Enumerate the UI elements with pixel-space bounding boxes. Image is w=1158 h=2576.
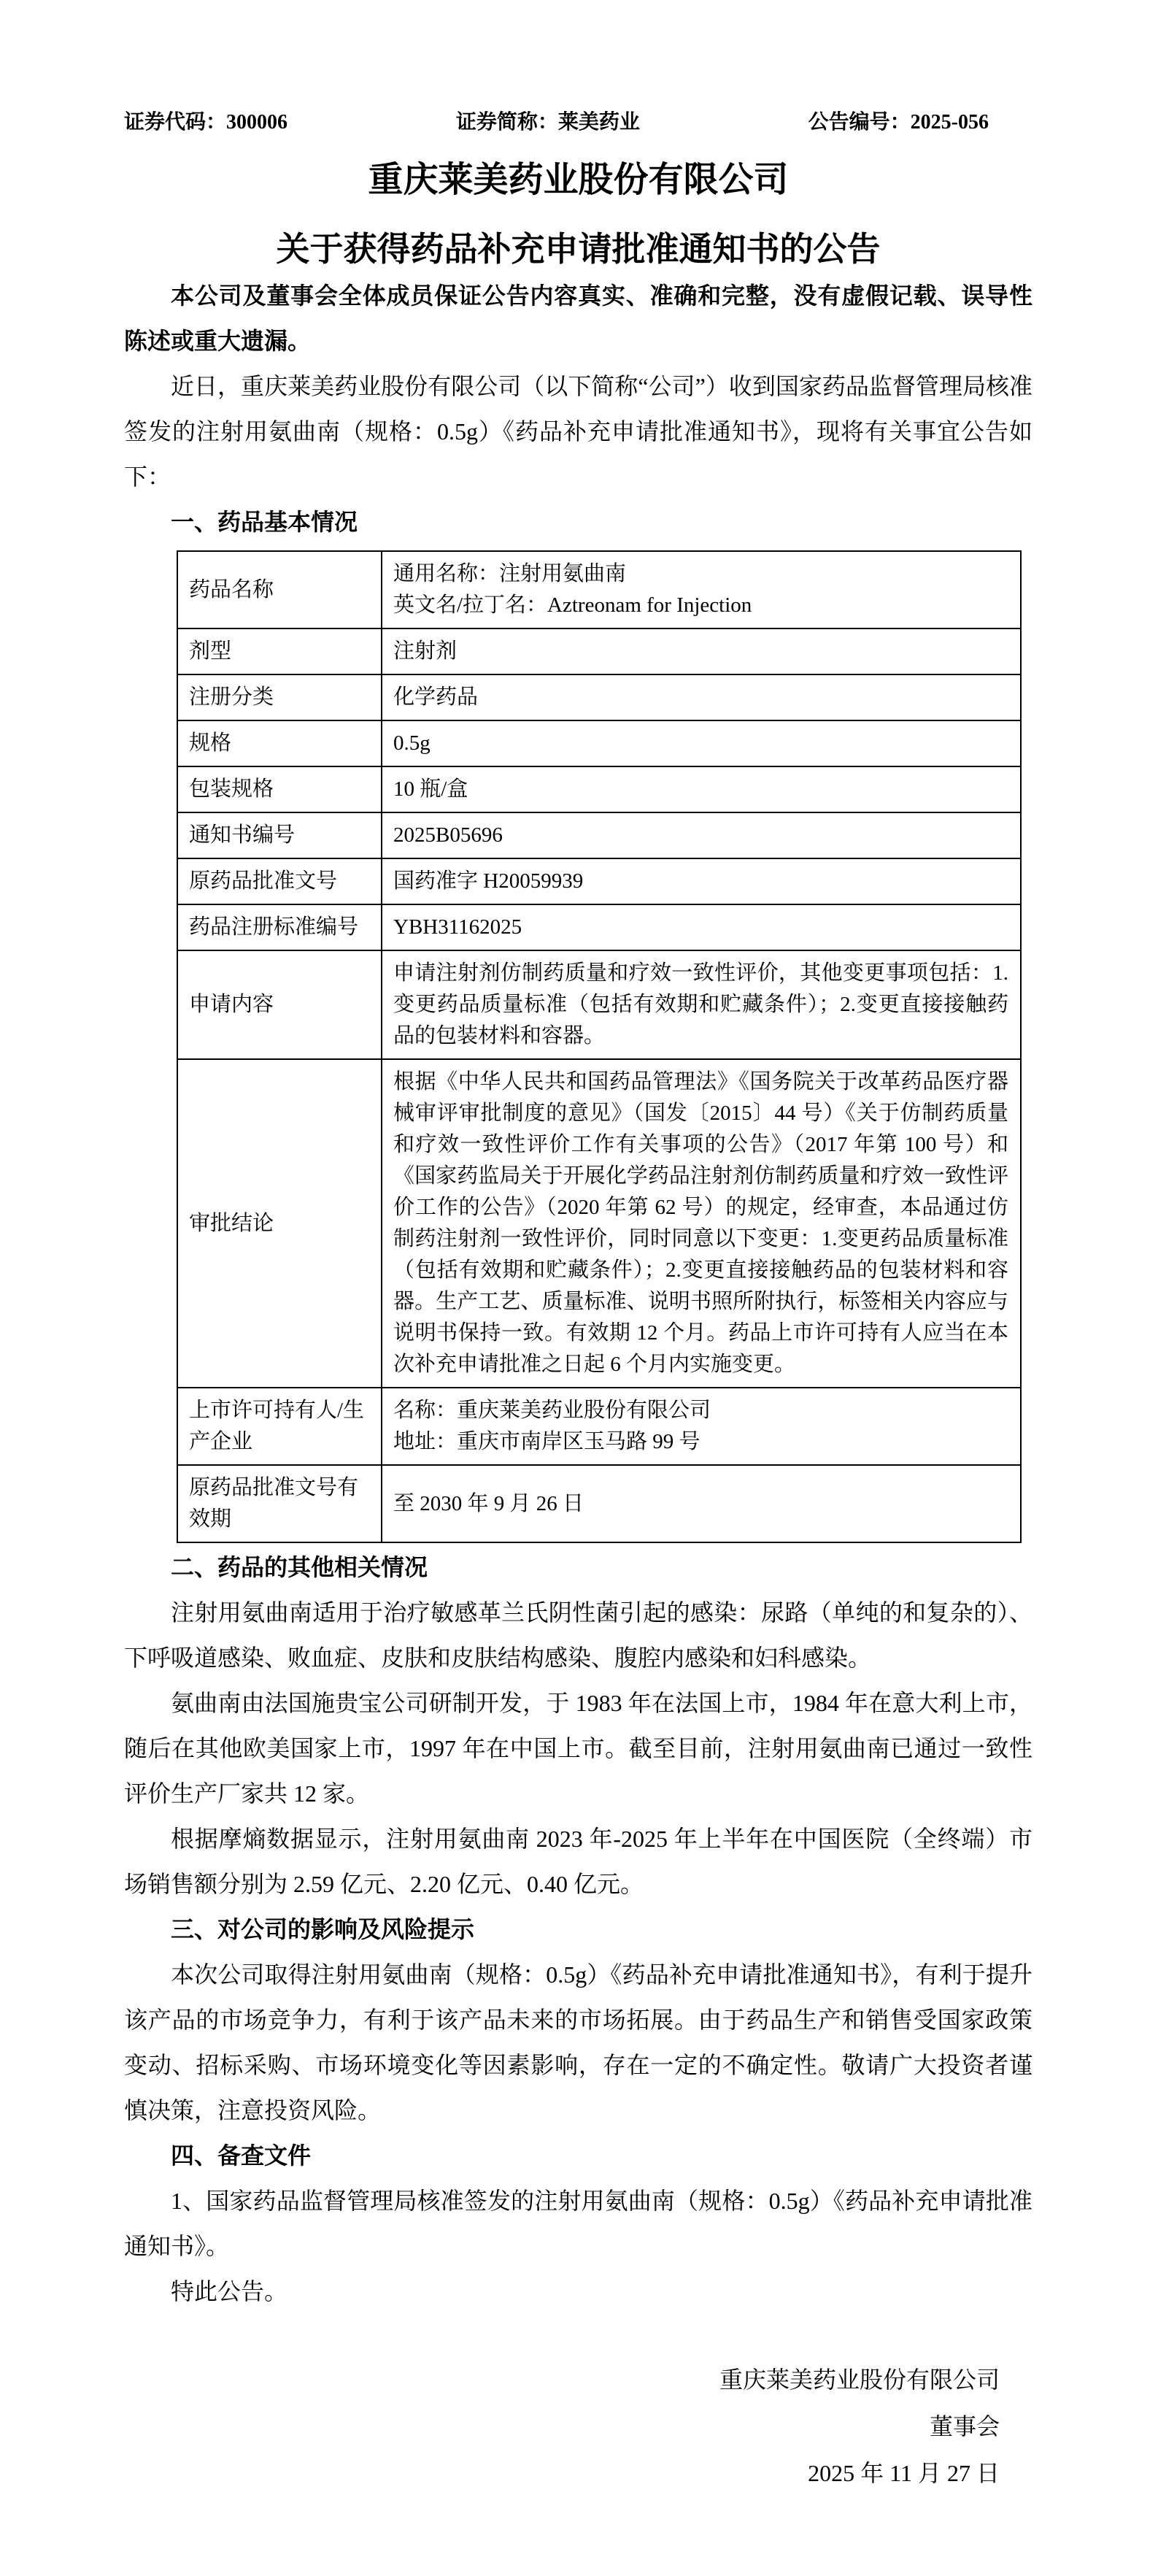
- row-label: 原药品批准文号有效期: [177, 1465, 382, 1542]
- table-row-approval-validity: [177, 1465, 1021, 1542]
- row-value: 国药准字 H20059939: [382, 858, 1021, 904]
- table-row-license-holder: [177, 1388, 1021, 1465]
- company-title: 重庆莱美药业股份有限公司: [368, 161, 789, 199]
- drug-info-table: [177, 550, 1022, 1543]
- section-heading-other-info: 二、药品的其他相关情况: [171, 1554, 428, 1580]
- value-line: 名称：重庆莱美药业股份有限公司: [393, 1399, 711, 1422]
- table-row-notice-number: [177, 812, 1021, 858]
- row-label: 药品名称: [177, 551, 382, 628]
- announcement-title: 关于获得药品补充申请批准通知书的公告: [276, 230, 881, 268]
- row-label: 申请内容: [177, 950, 382, 1059]
- value-line: 英文名/拉丁名：Aztreonam for Injection: [393, 593, 752, 617]
- table-row-drug-name: [177, 551, 1021, 628]
- impact-risk-paragraph: 本次公司取得注射用氨曲南（规格：0.5g）《药品补充申请批准通知书》，有利于提升该产品的市场竞争力，有利于该产品未来的市场拓展。由于药品生产和销售受国家政策变动、招标采购、市场环境变化等因素影响，存在一定的不确定性。敬请广大投资者谨慎决策，注意投资风险。: [124, 1961, 1032, 2123]
- row-value: 10 瓶/盒: [382, 766, 1021, 812]
- other-info-paragraph-1: 注射用氨曲南适用于治疗敏感革兰氏阴性菌引起的感染：尿路（单纯的和复杂的）、下呼吸道感染、败血症、皮肤和皮肤结构感染、腹腔内感染和妇科感染。: [124, 1599, 1032, 1671]
- section-heading-impact-risk: 三、对公司的影响及风险提示: [171, 1916, 475, 1942]
- row-value: [382, 551, 1021, 628]
- table-row-package-spec: [177, 766, 1021, 812]
- intro-paragraph: 近日，重庆莱美药业股份有限公司（以下简称“公司”）收到国家药品监督管理局核准签发的注射用氨曲南（规格：0.5g）《药品补充申请批准通知书》，现将有关事宜公告如下：: [124, 373, 1032, 490]
- section-heading-reference-docs: 四、备查文件: [171, 2142, 312, 2169]
- table-row-original-approval-number: [177, 858, 1021, 904]
- row-value: 0.5g: [382, 720, 1021, 766]
- row-value: YBH31162025: [382, 904, 1021, 950]
- row-label: 包装规格: [177, 766, 382, 812]
- row-value: 2025B05696: [382, 812, 1021, 858]
- row-label: 通知书编号: [177, 812, 382, 858]
- table-row-dosage-form: [177, 628, 1021, 674]
- row-label: 注册分类: [177, 674, 382, 720]
- row-value: 根据《中华人民共和国药品管理法》《国务院关于改革药品医疗器械审评审批制度的意见》（国发〔2015〕44 号）《关于仿制药质量和疗效一致性评价工作有关事项的公告》（2017 年第 100 号）和《国家药监局关于开展化学药品注射剂仿制药质量和疗效一致性评价工作的公告》（2020 年第 62 号）的规定，经审查，本品通过仿制药注射剂一致性评价，同时同意以下变更：1.变更药品质量标准（包括有效期和贮藏条件）；2.变更直接接触药品的包装材料和容器。生产工艺、质量标准、说明书照所附执行，标签相关内容应与说明书保持一致。有效期 12 个月。药品上市许可持有人应当在本次补充申请批准之日起 6 个月内实施变更。: [382, 1059, 1021, 1388]
- row-value: 化学药品: [382, 674, 1021, 720]
- row-label: 药品注册标准编号: [177, 904, 382, 950]
- stock-short-name: 证券简称：莱美药业: [455, 111, 640, 134]
- table-row-specification: [177, 720, 1021, 766]
- row-value: [382, 1388, 1021, 1465]
- signature-board: 董事会: [929, 2413, 1000, 2439]
- stock-code: 证券代码：300006: [124, 111, 288, 134]
- table-row-registration-standard-number: [177, 904, 1021, 950]
- row-value: 至 2030 年 9 月 26 日: [382, 1465, 1021, 1542]
- table-row-registration-class: [177, 674, 1021, 720]
- value-line: 地址：重庆市南岸区玉马路 99 号: [393, 1430, 700, 1453]
- other-info-paragraph-2: 氨曲南由法国施贵宝公司研制开发，于 1983 年在法国上市，1984 年在意大利上市，随后在其他欧美国家上市，1997 年在中国上市。截至目前，注射用氨曲南已通过一致性评价生产厂家共 12 家。: [124, 1690, 1032, 1807]
- signature-block: [124, 2356, 1032, 2496]
- document-header: [124, 108, 989, 137]
- announcement-number: 公告编号：2025-056: [808, 111, 989, 134]
- row-label: 上市许可持有人/生产企业: [177, 1388, 382, 1465]
- row-label: 原药品批准文号: [177, 858, 382, 904]
- row-value: 注射剂: [382, 628, 1021, 674]
- other-info-paragraph-3: 根据摩熵数据显示，注射用氨曲南 2023 年-2025 年上半年在中国医院（全终端）市场销售额分别为 2.59 亿元、2.20 亿元、0.40 亿元。: [124, 1826, 1032, 1897]
- table-row-application-content: [177, 950, 1021, 1059]
- table-row-approval-conclusion: [177, 1059, 1021, 1388]
- section-heading-basic-info: 一、药品基本情况: [171, 509, 358, 535]
- row-label: 审批结论: [177, 1059, 382, 1388]
- reference-docs-paragraph: 1、国家药品监督管理局核准签发的注射用氨曲南（规格：0.5g）《药品补充申请批准通知书》。: [124, 2188, 1032, 2259]
- value-line: 通用名称：注射用氨曲南: [393, 562, 627, 585]
- row-label: 剂型: [177, 628, 382, 674]
- board-statement: 本公司及董事会全体成员保证公告内容真实、准确和完整，没有虚假记载、误导性陈述或重大遗漏。: [124, 282, 1032, 354]
- signature-date: 2025 年 11 月 27 日: [808, 2460, 1000, 2486]
- signature-company: 重庆莱美药业股份有限公司: [719, 2367, 1000, 2393]
- row-label: 规格: [177, 720, 382, 766]
- row-value: 申请注射剂仿制药质量和疗效一致性评价，其他变更事项包括：1.变更药品质量标准（包括有效期和贮藏条件）；2.变更直接接触药品的包装材料和容器。: [382, 950, 1021, 1059]
- closing-statement: 特此公告。: [171, 2278, 288, 2304]
